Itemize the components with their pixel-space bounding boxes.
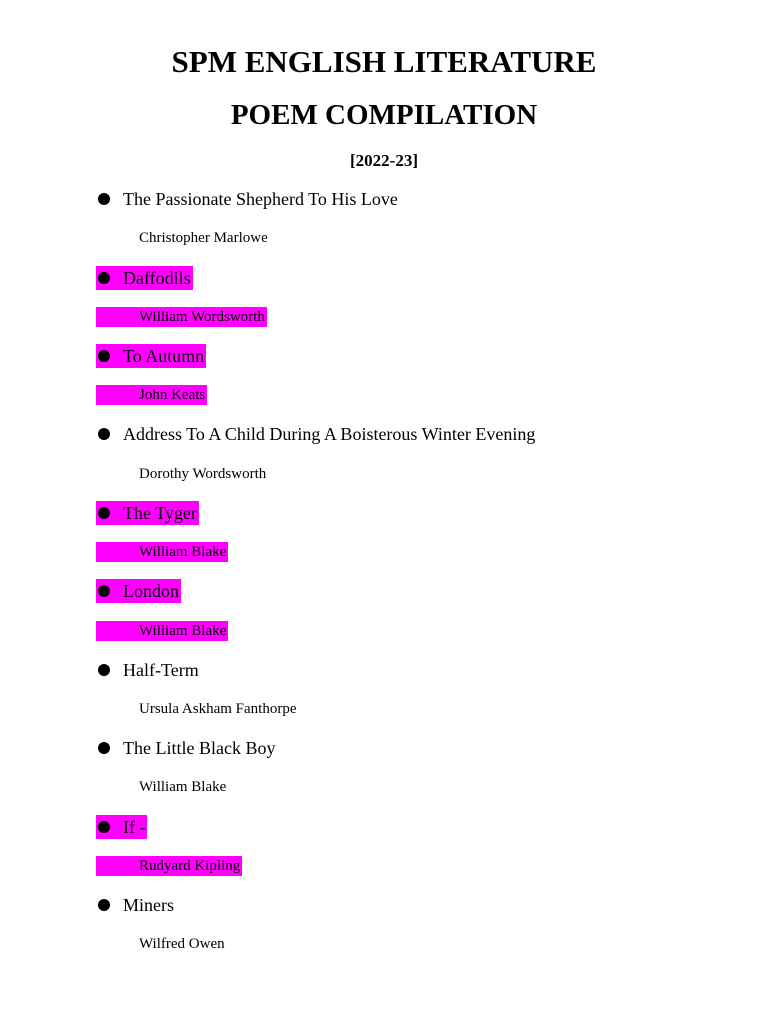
poem-author-5 (96, 621, 228, 641)
bullet-icon (98, 742, 110, 754)
bullet-icon (98, 507, 110, 519)
poem-author-1 (96, 307, 267, 327)
bullet-icon (98, 585, 110, 597)
poem-title-0 (96, 187, 398, 211)
poem-title-2 (96, 344, 206, 368)
poem-title-text: The Tyger (123, 503, 197, 523)
poem-author-text: Rudyard Kipling (139, 858, 241, 874)
poem-title-8 (96, 815, 147, 839)
poem-author-3 (96, 464, 266, 484)
poem-author-0 (96, 228, 268, 248)
document-year: [2022-23] (350, 151, 418, 170)
poem-author-text: William Blake (139, 779, 227, 795)
poem-title-9 (96, 893, 174, 917)
bullet-icon (98, 821, 110, 833)
bullet-icon (98, 350, 110, 362)
poem-title-text: Address To A Child During A Boisterous Winter Evening (123, 424, 536, 444)
poem-author-4 (96, 542, 228, 562)
poem-title-text: The Little Black Boy (123, 738, 276, 758)
poem-author-6 (96, 699, 296, 719)
poem-author-text: John Keats (139, 387, 206, 403)
poem-author-text: William Blake (139, 544, 227, 560)
document-subtitle: POEM COMPILATION (230, 99, 538, 131)
poem-title-text: Half-Term (123, 660, 199, 680)
poem-author-text: William Blake (139, 623, 227, 639)
poem-title-6 (96, 658, 199, 682)
poem-author-text: William Wordsworth (139, 309, 265, 325)
poem-title-5 (96, 579, 181, 603)
poem-author-7 (96, 777, 226, 797)
poem-title-4 (96, 501, 199, 525)
poem-title-text: Daffodils (123, 268, 191, 288)
poem-author-text: Wilfred Owen (139, 936, 225, 952)
poem-title-1 (96, 266, 193, 290)
poem-author-text: Christopher Marlowe (139, 230, 268, 246)
poem-author-9 (96, 934, 225, 954)
poem-title-text: If - (123, 817, 146, 837)
poem-author-text: Ursula Askham Fanthorpe (139, 701, 297, 717)
poem-author-2 (96, 385, 207, 405)
bullet-icon (98, 193, 110, 205)
poem-title-text: To Autumn (123, 346, 205, 366)
bullet-icon (98, 899, 110, 911)
poem-title-3 (96, 422, 535, 446)
bullet-icon (98, 272, 110, 284)
poem-title-text: Miners (123, 895, 174, 915)
poem-title-text: The Passionate Shepherd To His Love (123, 189, 398, 209)
poem-author-8 (96, 856, 242, 876)
document-title: SPM ENGLISH LITERATURE (171, 44, 597, 79)
bullet-icon (98, 428, 110, 440)
bullet-icon (98, 664, 110, 676)
poem-title-7 (96, 736, 275, 760)
poem-title-text: London (123, 581, 179, 601)
poem-author-text: Dorothy Wordsworth (139, 466, 267, 482)
